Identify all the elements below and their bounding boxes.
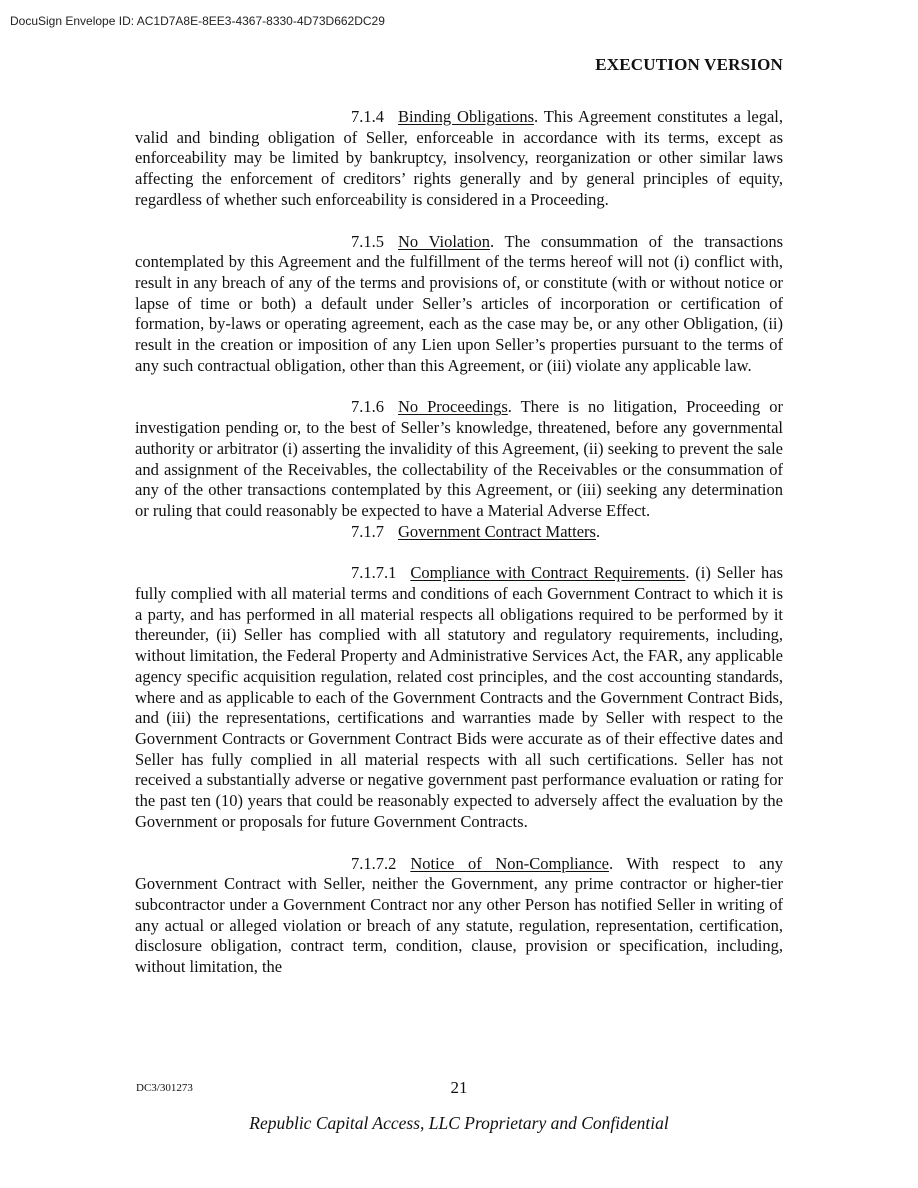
document-id: DC3/301273 <box>136 1082 193 1094</box>
section-7-1-5 <box>135 232 783 377</box>
page-number: 21 <box>450 1078 468 1097</box>
subsection-text: . With respect to any Government Contract with Seller, neither the Government, any prime contractor or higher-tier subcontractor under a Government Contract nor any other Person has notified Seller in writing of any actual or alleged violation or breach of any statute, regulation, representation, certification, disclosure obligation, contract term, condition, clause, provision or specification, including, without limitation, the <box>135 853 783 977</box>
section-7-1-6 <box>135 397 783 521</box>
subsection-text: . (i) Seller has fully complied with all material terms and conditions of each Government Contract to which it is a party, and has performed in all material respects all obligations required to be performed by it thereunder, (ii) Seller has complied with all statutory and regulatory requirements, including, without limitation, the Federal Property and Administrative Services Act, the FAR, any applicable agency specific acquisition regulation, related cost principles, and the cost accounting standards, where and as applicable to each of the Government Contracts and the Government Contract Bids, and (iii) the representations, certifications and warranties made by Seller with respect to the Government Contracts or Government Contract Bids were accurate as of their effective dates and Seller has fully complied in all material respects with all such certifications. Seller has not received a substantially adverse or negative government past performance evaluation or rating for the past ten (10) years that could be reasonably expected to adversely affect the evaluation by the Government or proposals for future Government Contracts. <box>135 563 783 831</box>
section-heading: Binding Obligations <box>398 107 535 126</box>
section-7-1-7 <box>135 522 783 543</box>
subsection-7-1-7-1 <box>135 563 783 832</box>
section-number: 7.1.6 <box>351 397 384 417</box>
section-number: 7.1.5 <box>351 231 384 251</box>
docusign-envelope-id: DocuSign Envelope ID: AC1D7A8E-8EE3-4367-8330-4D73D662DC29 <box>10 14 385 28</box>
section-number: 7.1.4 <box>351 107 384 126</box>
subsection-number: 7.1.7.1 <box>351 563 397 583</box>
document-body <box>135 107 783 978</box>
confidentiality-notice: Republic Capital Access, LLC Proprietary and Confidential <box>249 1113 669 1133</box>
subsection-heading: Compliance with Contract Requirements <box>410 563 686 583</box>
subsection-number: 7.1.7.2 <box>351 853 397 873</box>
section-text: . There is no litigation, Proceeding or investigation pending or, to the best of Seller’s knowledge, threatened, before any governmental authority or arbitrator (i) asserting the invalidity of this Agreement, (ii) seeking to prevent the sale and assignment of the Receivables, the collectability of the Receivables or the consummation of any of the other transactions contemplated by this Agreement, or (iii) seeking any determination or ruling that could reasonably be expected to have a Material Adverse Effect. <box>135 397 783 520</box>
section-text: . This Agreement constitutes a legal, valid and binding obligation of Seller, enforceable in accordance with its terms, except as enforceability may be limited by bankruptcy, insolvency, reorganization or other similar laws affecting the enforcement of creditors’ rights generally and by general principles of equity, regardless of whether such enforceability is considered in a Proceeding. <box>135 107 784 209</box>
subsection-heading: Notice of Non-Compliance <box>410 853 609 873</box>
section-number: 7.1.7 <box>351 521 384 541</box>
section-text: . The consummation of the transactions contemplated by this Agreement and the fulfillment of the terms hereof will not (i) conflict with, result in any breach of any of the terms and provisions of, or constitute (with or without notice or lapse of time or both) a default under Seller’s articles of incorporation or certification of formation, by-laws or operating agreement, each as the case may be, or any other Obligation, (ii) result in the creation or imposition of any Lien upon Seller’s properties pursuant to the terms of any such contractual obligation, other than this Agreement, or (iii) violate any applicable law. <box>135 231 783 375</box>
section-7-1-4 <box>135 107 783 211</box>
section-heading: No Violation <box>398 231 490 251</box>
section-heading: No Proceedings <box>398 397 508 417</box>
section-heading: Government Contract Matters <box>398 521 596 541</box>
subsection-7-1-7-2 <box>135 854 783 978</box>
section-text: . <box>595 521 601 541</box>
execution-version-label: EXECUTION VERSION <box>595 55 783 74</box>
